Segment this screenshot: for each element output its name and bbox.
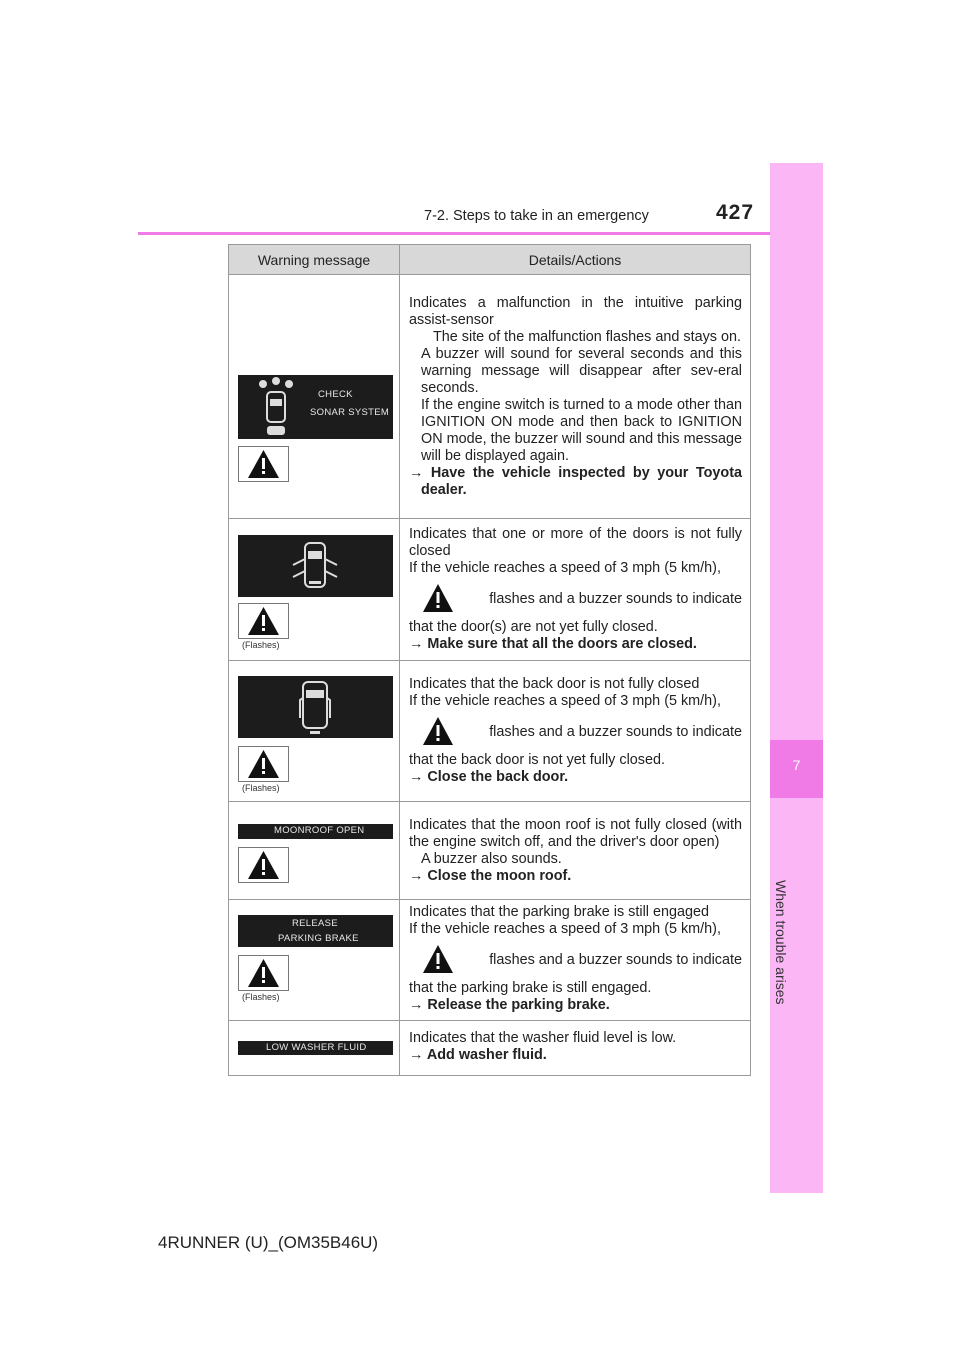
details-cell <box>400 802 751 900</box>
master-warning-light <box>238 955 289 991</box>
warning-triangle-icon <box>239 956 288 990</box>
action-label: Add washer fluid. <box>426 1047 547 1063</box>
table-row <box>229 275 751 519</box>
detail-text: Indicates that the washer fluid level is low. <box>409 1030 677 1046</box>
warning-triangle-icon <box>239 848 288 882</box>
arrow-glyph: → <box>409 464 424 481</box>
detail-text: Indicates that the parking brake is still engaged <box>409 904 709 920</box>
table-row <box>229 802 751 900</box>
warning-triangle-icon <box>239 604 288 638</box>
detail-text: Indicates that the moon roof is not fully closed (with the engine switch off, and the driver's door open) <box>409 816 742 850</box>
action-label: Release the parking brake. <box>427 997 610 1013</box>
detail-text: flashes and a buzzer sounds to indicate <box>489 590 742 607</box>
inline-warning-line <box>409 942 742 978</box>
action-text <box>409 868 742 885</box>
sonar-display <box>238 375 393 439</box>
page-number: 427 <box>716 201 755 224</box>
detail-text: The site of the malfunction flashes and stays on. <box>433 328 741 345</box>
details-cell <box>400 661 751 802</box>
warning-triangle-icon <box>239 447 288 481</box>
sonar-vehicle-icon <box>248 375 304 439</box>
action-text <box>409 1047 742 1064</box>
inline-warning-line <box>409 714 742 750</box>
table-row <box>229 1021 751 1076</box>
header-rule <box>138 232 823 235</box>
flashes-label: (Flashes) <box>242 783 280 793</box>
display-line-check: CHECK <box>318 389 353 400</box>
moonroof-display <box>238 824 393 839</box>
arrow-glyph: → <box>409 769 424 785</box>
table-row <box>229 900 751 1021</box>
detail-text: If the vehicle reaches a speed of 3 mph (5 km/h), <box>409 693 721 709</box>
master-warning-light <box>238 847 289 883</box>
detail-text: A buzzer will sound for several seconds and this warning message will disappear after sev-eral seconds. <box>421 345 742 396</box>
warning-triangle-icon <box>239 747 288 781</box>
action-label: Close the back door. <box>427 769 569 785</box>
col-header-details-actions: Details/Actions <box>400 245 751 275</box>
display-line-release: RELEASE <box>292 918 338 929</box>
detail-text: Indicates that one or more of the doors is not fully closed <box>409 526 742 559</box>
action-text <box>409 465 742 499</box>
door-open-vehicle-icon <box>238 535 393 597</box>
action-label: Have the vehicle inspected by your Toyota dealer. <box>421 464 742 498</box>
back-door-open-display <box>238 676 393 738</box>
detail-text: flashes and a buzzer sounds to indicate <box>489 723 742 740</box>
display-line-moonroof-open: MOONROOF OPEN <box>274 825 365 836</box>
door-open-display <box>238 535 393 597</box>
detail-text: Indicates a malfunction in the intuitive parking assist-sensor <box>409 294 742 328</box>
detail-text: If the vehicle reaches a speed of 3 mph (5 km/h), <box>409 560 721 576</box>
details-cell <box>400 519 751 661</box>
inline-warning-line <box>409 581 742 617</box>
master-warning-light <box>238 446 289 482</box>
table-header-row <box>229 245 751 275</box>
table-row <box>229 519 751 661</box>
action-label: Make sure that all the doors are closed. <box>427 636 697 652</box>
arrow-glyph: → <box>409 997 424 1013</box>
details-cell <box>400 900 751 1021</box>
arrow-glyph: → <box>409 1047 424 1063</box>
table-row <box>229 661 751 802</box>
parking-brake-display <box>238 915 393 947</box>
warning-message-table <box>228 244 751 1076</box>
section-title: 7-2. Steps to take in an emergency <box>424 208 649 224</box>
action-label: Close the moon roof. <box>427 867 572 884</box>
flashes-label: (Flashes) <box>242 640 280 650</box>
details-cell <box>400 275 751 519</box>
details-cell <box>400 1021 751 1076</box>
back-door-vehicle-icon <box>238 676 393 738</box>
detail-text: If the engine switch is turned to a mode other than IGNITION ON mode and then back to IGNITION ON mode, the buzzer will sound and this message will be displayed again. <box>421 396 742 464</box>
flashes-label: (Flashes) <box>242 992 280 1002</box>
warning-icons-cell <box>229 519 400 661</box>
inline-warning-triangle-icon <box>418 581 458 615</box>
display-line-parking-brake: PARKING BRAKE <box>278 933 359 944</box>
master-warning-light <box>238 746 289 782</box>
model-footer: 4RUNNER (U)_(OM35B46U) <box>158 1233 379 1252</box>
warning-icons-cell <box>229 802 400 900</box>
chapter-number: 7 <box>770 740 823 798</box>
washer-fluid-display <box>238 1041 393 1055</box>
warning-icons-cell <box>229 275 400 519</box>
warning-icons-cell <box>229 661 400 802</box>
detail-text: that the door(s) are not yet fully closed. <box>409 619 658 635</box>
arrow-glyph: → <box>409 867 424 884</box>
action-text <box>409 769 742 786</box>
chapter-side-tab <box>770 163 823 1193</box>
inline-warning-triangle-icon <box>418 942 458 976</box>
master-warning-light <box>238 603 289 639</box>
chapter-title: When trouble arises <box>773 880 789 1005</box>
action-text <box>409 997 742 1014</box>
inline-warning-triangle-icon <box>418 714 458 748</box>
action-text <box>409 636 742 653</box>
detail-text: Indicates that the back door is not fully closed <box>409 676 700 692</box>
warning-icons-cell <box>229 1021 400 1076</box>
detail-text: A buzzer also sounds. <box>421 850 562 867</box>
col-header-warning-message: Warning message <box>229 245 400 275</box>
arrow-glyph: → <box>409 636 424 652</box>
detail-text: flashes and a buzzer sounds to indicate <box>489 951 742 968</box>
warning-icons-cell <box>229 900 400 1021</box>
display-line-low-washer-fluid: LOW WASHER FLUID <box>266 1042 367 1053</box>
detail-text: If the vehicle reaches a speed of 3 mph (5 km/h), <box>409 921 721 937</box>
detail-text: that the parking brake is still engaged. <box>409 980 652 996</box>
detail-text: that the back door is not yet fully closed. <box>409 752 665 768</box>
display-line-sonar-system: SONAR SYSTEM <box>310 407 390 418</box>
